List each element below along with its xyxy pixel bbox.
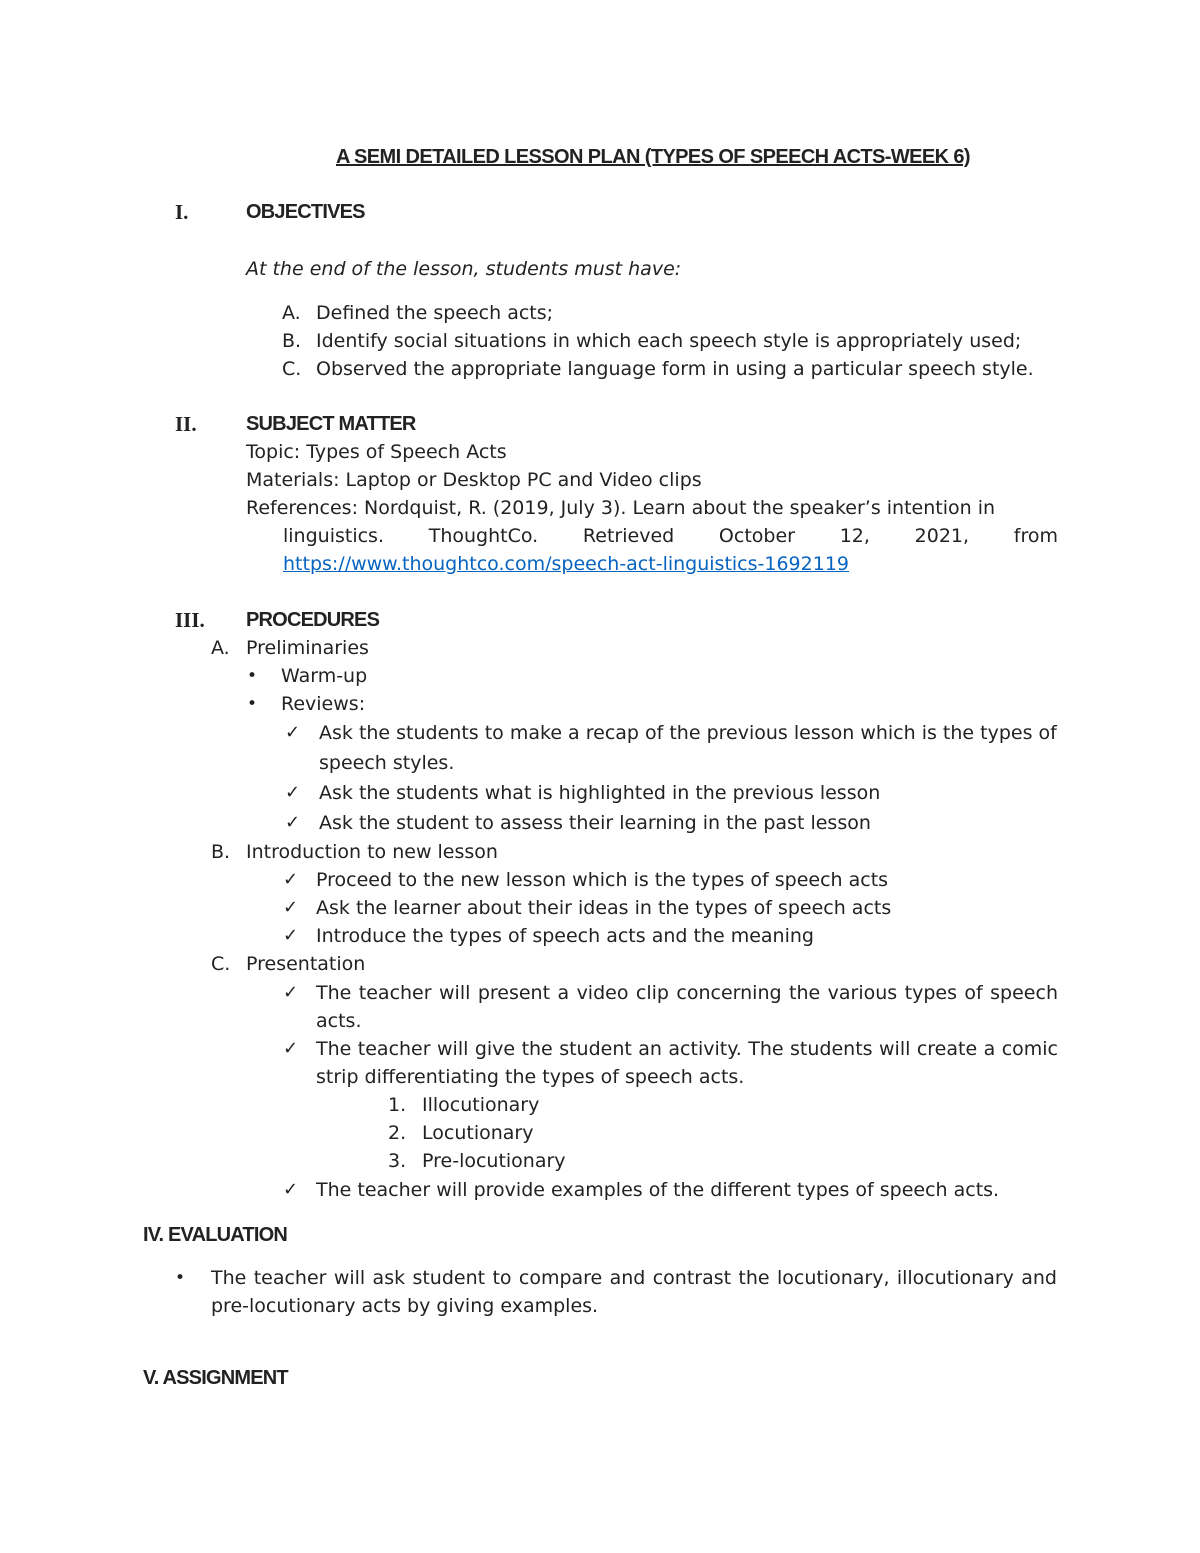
references-line: References: Nordquist, R. (2019, July 3). Learn about the speaker’s intention in (246, 497, 996, 519)
numbered-marker: 2. (388, 1122, 407, 1144)
check-icon: ✓ (283, 869, 299, 890)
subject-matter-heading: SUBJECT MATTER (246, 413, 416, 435)
page-title: A SEMI DETAILED LESSON PLAN (TYPES OF SPEECH ACTS-WEEK 6) (335, 146, 970, 168)
procedure-label: Introduction to new lesson (246, 841, 498, 863)
procedures-heading: PROCEDURES (246, 609, 380, 631)
check-icon: ✓ (283, 925, 299, 946)
check-item: Introduce the types of speech acts and the meaning (316, 925, 814, 947)
bullet-icon: • (247, 694, 258, 714)
check-item: The teacher will provide examples of the different types of speech acts. (316, 1179, 1000, 1201)
check-item: The teacher will present a video clip concerning the various types of speech (316, 982, 1058, 1004)
procedures-numeral: III. (175, 608, 205, 632)
bullet-icon: • (247, 666, 258, 686)
bullet-icon: • (175, 1268, 186, 1288)
check-icon: ✓ (283, 982, 299, 1003)
reference-link[interactable]: https://www.thoughtco.com/speech-act-linguistics-1692119 (283, 553, 849, 575)
check-item: Proceed to the new lesson which is the types of speech acts (316, 869, 889, 891)
check-icon: ✓ (283, 1179, 299, 1200)
objective-item: Identify social situations in which each speech style is appropriately used; (316, 330, 1022, 352)
procedure-marker: C. (211, 953, 231, 975)
numbered-item: Pre-locutionary (422, 1150, 566, 1172)
check-item: Ask the students to make a recap of the previous lesson which is the types of (319, 722, 1057, 744)
check-icon: ✓ (283, 1038, 299, 1059)
check-icon: ✓ (283, 897, 299, 918)
bullet-item: Warm-up (281, 665, 368, 687)
evaluation-heading: IV. EVALUATION (143, 1224, 288, 1246)
objectives-numeral: I. (175, 200, 189, 224)
references-line: linguistics. ThoughtCo. Retrieved October 12, 2021, from (283, 525, 1058, 547)
check-item: Ask the student to assess their learning in the past lesson (319, 812, 871, 834)
objective-marker: B. (282, 330, 302, 352)
objectives-intro: At the end of the lesson, students must have: (246, 258, 682, 280)
subject-matter-numeral: II. (175, 412, 197, 436)
objective-item: Observed the appropriate language form in using a particular speech style. (316, 358, 1034, 380)
check-icon: ✓ (285, 722, 301, 743)
numbered-marker: 3. (388, 1150, 407, 1172)
check-item: strip differentiating the types of speech acts. (316, 1066, 745, 1088)
numbered-item: Locutionary (422, 1122, 534, 1144)
check-item: speech styles. (319, 752, 455, 774)
evaluation-text: The teacher will ask student to compare and contrast the locutionary, illocutionary and (211, 1267, 1057, 1289)
procedure-marker: A. (211, 637, 230, 659)
numbered-item: Illocutionary (422, 1094, 540, 1116)
procedure-marker: B. (211, 841, 231, 863)
check-item: Ask the learner about their ideas in the types of speech acts (316, 897, 892, 919)
check-icon: ✓ (285, 782, 301, 803)
materials-line: Materials: Laptop or Desktop PC and Video clips (246, 469, 702, 491)
objective-marker: A. (282, 302, 301, 324)
objective-item: Defined the speech acts; (316, 302, 554, 324)
procedure-label: Presentation (246, 953, 366, 975)
assignment-heading: V. ASSIGNMENT (143, 1367, 288, 1389)
check-item: acts. (316, 1010, 362, 1032)
evaluation-text: pre-locutionary acts by giving examples. (211, 1295, 599, 1317)
procedure-label: Preliminaries (246, 637, 369, 659)
check-item: The teacher will give the student an activity. The students will create a comic (316, 1038, 1058, 1060)
topic-line: Topic: Types of Speech Acts (246, 441, 507, 463)
numbered-marker: 1. (388, 1094, 407, 1116)
check-icon: ✓ (285, 812, 301, 833)
objective-marker: C. (282, 358, 302, 380)
check-item: Ask the students what is highlighted in the previous lesson (319, 782, 881, 804)
objectives-heading: OBJECTIVES (246, 201, 365, 223)
bullet-item: Reviews: (281, 693, 366, 715)
